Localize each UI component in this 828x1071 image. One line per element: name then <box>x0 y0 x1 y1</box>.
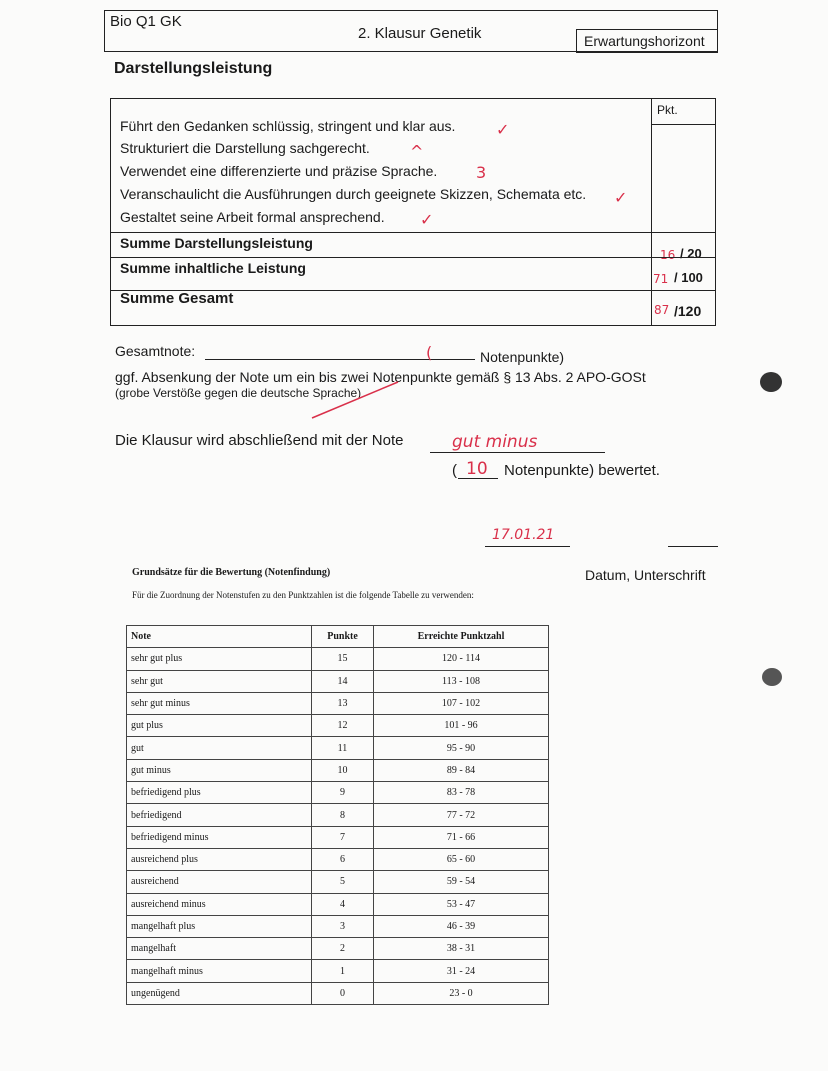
gesamtnote-paren: ( <box>426 343 433 362</box>
row-note: befriedigend <box>127 804 312 826</box>
punch-hole-icon <box>760 372 782 392</box>
row-note: mangelhaft minus <box>127 960 312 982</box>
row-range: 89 - 84 <box>374 759 549 781</box>
row-note: mangelhaft <box>127 938 312 960</box>
sum-darstellung-max: / 20 <box>680 246 702 261</box>
row-range: 107 - 102 <box>374 692 549 714</box>
row-range: 120 - 114 <box>374 648 549 670</box>
row-note: ausreichend minus <box>127 893 312 915</box>
row-punkte: 14 <box>312 670 374 692</box>
sum-inhalt-label: Summe inhaltliche Leistung <box>120 260 306 276</box>
gesamtnote-label: Gesamtnote: <box>115 343 196 359</box>
row-punkte: 11 <box>312 737 374 759</box>
check-mark-1: ✓ <box>496 120 510 139</box>
row-punkte: 4 <box>312 893 374 915</box>
row-note: sehr gut plus <box>127 648 312 670</box>
row-range: 113 - 108 <box>374 670 549 692</box>
table-row <box>127 648 549 670</box>
row-range: 83 - 78 <box>374 782 549 804</box>
divider <box>110 257 716 258</box>
date-line <box>485 546 570 547</box>
sum-inhalt-max: / 100 <box>674 270 703 285</box>
row-punkte: 13 <box>312 692 374 714</box>
criterion-3: Verwendet eine differenzierte und präzise Sprache. <box>120 163 438 179</box>
row-note: ungenügend <box>127 982 312 1004</box>
table-header-row <box>127 626 549 648</box>
signature-label: Datum, Unterschrift <box>585 567 706 583</box>
header-punkte: Punkte <box>312 626 374 648</box>
row-range: 23 - 0 <box>374 982 549 1004</box>
gesamtnote-suffix: Notenpunkte) <box>480 349 565 365</box>
header-note: Note <box>127 626 312 648</box>
strike-mark <box>310 380 400 420</box>
grading-title: Grundsätze für die Bewertung (Notenfindung) <box>132 567 331 578</box>
row-range: 59 - 54 <box>374 871 549 893</box>
divider <box>110 232 716 233</box>
row-punkte: 6 <box>312 848 374 870</box>
sum-gesamt-label: Summe Gesamt <box>120 290 234 307</box>
row-range: 53 - 47 <box>374 893 549 915</box>
course-label: Bio Q1 GK <box>110 13 182 30</box>
table-row <box>127 759 549 781</box>
signature-date: 17.01.21 <box>492 527 555 543</box>
final-note-prefix: Die Klausur wird abschließend mit der Note <box>115 432 404 449</box>
row-note: gut plus <box>127 715 312 737</box>
signature-line <box>668 546 718 547</box>
final-points-suffix: Notenpunkte) bewertet. <box>504 462 660 479</box>
sum-gesamt-max: /120 <box>674 303 702 319</box>
absenkung-line1: ggf. Absenkung der Note um ein bis zwei Notenpunkte gemäß § 13 Abs. 2 APO-GOSt <box>115 369 646 385</box>
row-note: ausreichend plus <box>127 848 312 870</box>
table-row <box>127 938 549 960</box>
row-range: 46 - 39 <box>374 915 549 937</box>
sum-darstellung-score: 16 <box>660 248 676 262</box>
divider <box>651 124 716 125</box>
final-points-handwritten: 10 <box>466 459 488 479</box>
row-note: gut <box>127 737 312 759</box>
gesamtnote-line <box>205 359 475 360</box>
row-note: sehr gut minus <box>127 692 312 714</box>
section-title: Darstellungsleistung <box>114 60 273 77</box>
row-punkte: 12 <box>312 715 374 737</box>
final-grade-line <box>430 452 605 453</box>
check-mark-4: ✓ <box>614 188 628 207</box>
check-mark-3: 3 <box>476 163 487 182</box>
check-mark-5: ✓ <box>420 210 434 229</box>
points-column <box>651 98 716 326</box>
criterion-1: Führt den Gedanken schlüssig, stringent und klar aus. <box>120 118 456 134</box>
row-note: sehr gut <box>127 670 312 692</box>
table-row <box>127 871 549 893</box>
criterion-5: Gestaltet seine Arbeit formal ansprechend. <box>120 209 385 225</box>
row-note: gut minus <box>127 759 312 781</box>
final-grade-handwritten: gut minus <box>452 432 538 452</box>
grading-table <box>126 625 549 1005</box>
sum-darstellung-label: Summe Darstellungsleistung <box>120 235 313 251</box>
row-punkte: 15 <box>312 648 374 670</box>
criterion-4: Veranschaulicht die Ausführungen durch geeignete Skizzen, Schemata etc. <box>120 186 587 202</box>
sum-gesamt-score: 87 <box>654 303 670 317</box>
row-range: 65 - 60 <box>374 848 549 870</box>
table-row <box>127 982 549 1004</box>
table-row <box>127 848 549 870</box>
grading-intro: Für die Zuordnung der Notenstufen zu den Punktzahlen ist die folgende Tabelle zu verwenden: <box>132 590 474 600</box>
table-row <box>127 893 549 915</box>
row-punkte: 0 <box>312 982 374 1004</box>
row-range: 38 - 31 <box>374 938 549 960</box>
table-row <box>127 692 549 714</box>
row-range: 31 - 24 <box>374 960 549 982</box>
row-note: befriedigend minus <box>127 826 312 848</box>
row-punkte: 2 <box>312 938 374 960</box>
row-punkte: 9 <box>312 782 374 804</box>
table-row <box>127 670 549 692</box>
table-row <box>127 782 549 804</box>
table-row <box>127 826 549 848</box>
header-punktzahl: Erreichte Punktzahl <box>374 626 549 648</box>
row-punkte: 7 <box>312 826 374 848</box>
points-header: Pkt. <box>657 103 678 117</box>
row-punkte: 3 <box>312 915 374 937</box>
exam-title: 2. Klausur Genetik <box>358 25 482 42</box>
doc-type-label: Erwartungshorizont <box>576 29 718 53</box>
table-row <box>127 915 549 937</box>
row-note: mangelhaft plus <box>127 915 312 937</box>
table-row <box>127 715 549 737</box>
table-row <box>127 960 549 982</box>
row-range: 71 - 66 <box>374 826 549 848</box>
sum-inhalt-score: 71 <box>653 272 669 286</box>
row-punkte: 10 <box>312 759 374 781</box>
row-punkte: 1 <box>312 960 374 982</box>
row-note: befriedigend plus <box>127 782 312 804</box>
punch-hole-icon <box>762 668 782 686</box>
row-punkte: 5 <box>312 871 374 893</box>
row-range: 101 - 96 <box>374 715 549 737</box>
row-range: 77 - 72 <box>374 804 549 826</box>
row-range: 95 - 90 <box>374 737 549 759</box>
table-row <box>127 737 549 759</box>
criterion-2: Strukturiert die Darstellung sachgerecht. <box>120 140 370 156</box>
row-note: ausreichend <box>127 871 312 893</box>
final-points-paren: ( <box>452 462 457 479</box>
absenkung-line2: (grobe Verstöße gegen die deutsche Sprache) <box>115 386 362 400</box>
table-row <box>127 804 549 826</box>
check-mark-2: ^ <box>410 142 424 161</box>
row-punkte: 8 <box>312 804 374 826</box>
